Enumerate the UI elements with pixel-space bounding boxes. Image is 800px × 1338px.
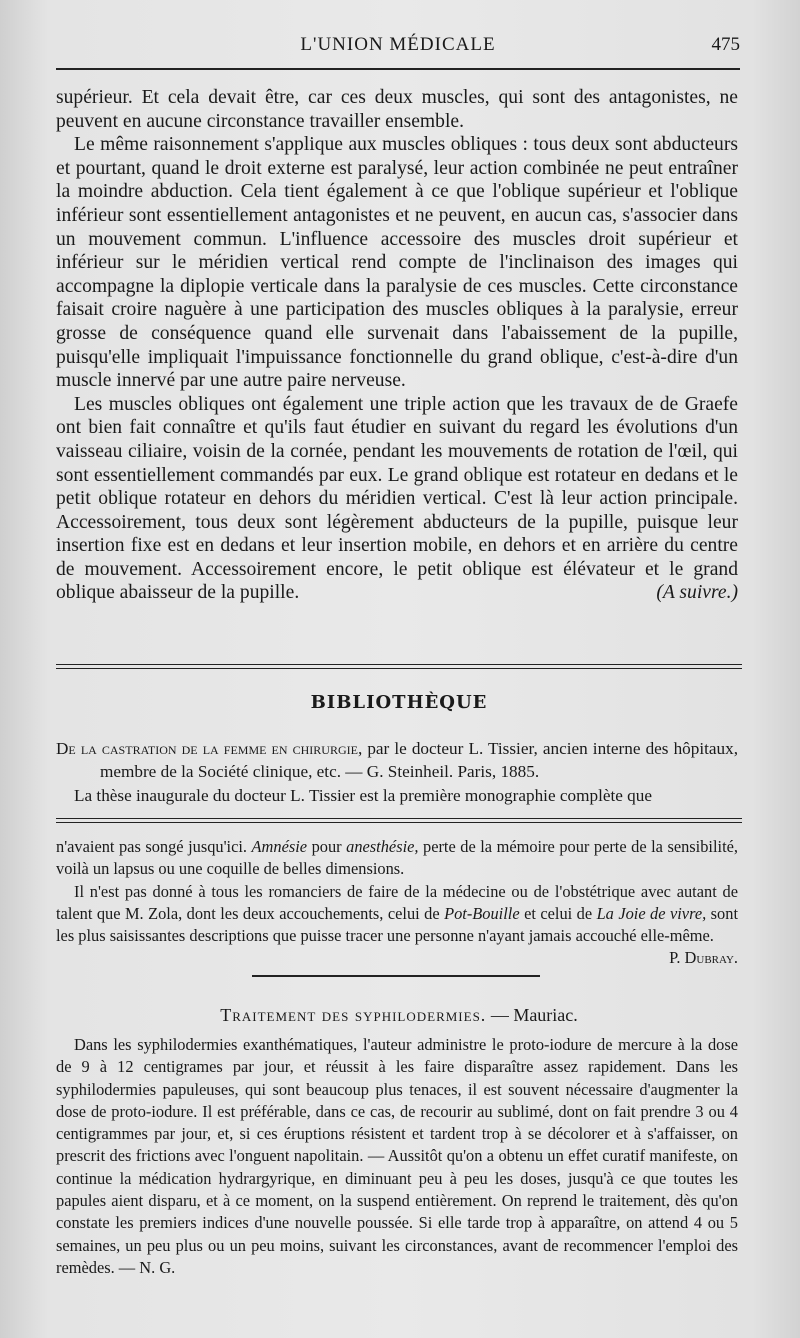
text-run: Il n'est pas donné à tous les romanciers de faire de la médecine ou de l'obstétrique avec autant de talent que M. Zola, dont les deux accouchements, celui de <box>56 881 738 923</box>
text-run: anesthésie, <box>346 837 419 856</box>
journal-title: L'UNION MÉDICALE <box>300 34 496 55</box>
paragraph: supérieur. Et cela devait être, car ces deux muscles, qui sont des antagonistes, ne peuvent en aucune circonstance travailler ensemble. <box>56 87 738 132</box>
text-run: n'avaient pas songé jusqu'ici. <box>56 837 252 856</box>
paragraph: Le même raisonnement s'applique aux muscles obliques : tous deux sont abducteurs et pourtant, quand le droit externe est paralysé, leur action combinée ne peut entraîner la moindre abduction. Cela tient également à ce que l'oblique supérieur et l'oblique inférieur sont essentiellement antagonistes et ne peuvent, en aucun cas, s'associer dans un mouvement commun. L'influence accessoire des muscles droit supérieur et inférieur sur le méridien vertical rend compte de l'inclinaison des images qui accompagne la diplopie verticale dans la paralysie de ces muscles. Cette circonstance faisait croire naguère à une participation des muscles obliques à la paralysie, erreur grosse de conséquence quand elle survenait dans l'abaissement de la pupille, puisqu'elle impliquait l'impuissance fonctionnelle du grand oblique, c'est-à-dire d'un muscle innervé par une autre paire nerveuse. <box>56 134 738 392</box>
section-divider <box>56 818 742 823</box>
book-title: De la castration de la femme en chirurgie, <box>56 739 363 758</box>
text-run: pour <box>307 837 347 856</box>
text-run: Amnésie <box>251 837 308 856</box>
text-run: et celui de <box>519 903 597 923</box>
paragraph <box>56 836 738 881</box>
item-title-author: — Mauriac. <box>486 1005 578 1025</box>
header-rule <box>56 68 740 70</box>
paragraph-text: Les muscles obliques ont également une triple action que les travaux de de Graefe ont bien fait connaître et qu'ils faut étudier en suivant du regard les évolutions d'un vaisseau ciliaire, voisin de la cornée, pendant les mouvements de rotation de l'œil, qui sont essentiellement commandés par eux. Le grand oblique est rotateur en dedans et le petit oblique rotateur en dehors du méridien vertical. C'est là leur action principale. Accessoirement, tous deux sont légèrement abducteurs de la pupille, puisque leur insertion fixe est en dedans et leur insertion mobile, en dehors et en arrière du centre de mouvement. Accessoirement encore, le petit oblique est élévateur et le grand oblique abaisseur de la pupille. <box>56 393 738 604</box>
text-run: perte de la mémoire pour perte de la sensibilité, voilà un lapsus ou une coquille de belles dimensions. <box>56 837 739 879</box>
item-title <box>56 1005 742 1026</box>
item-title-main: Traitement des syphilodermies. <box>220 1005 487 1025</box>
paragraph: Dans les syphilodermies exanthématiques, l'auteur administre le proto-iodure de mercure à la dose de 9 à 12 centigrames par jour, et réussit à les faire disparaître assez rapidement. Dans les syphilodermies papuleuses, qui sont beaucoup plus tenaces, il est souvent nécessaire d'augmenter la dose de proto-iodure. Il est préférable, dans ce cas, de recourir au sublimé, dont on fait prendre 3 ou 4 centigrammes par jour, et, si ces éruptions résistent et tardent trop à se décolorer et à s'affaisser, on prescrit des frictions avec l'onguent napolitain. — Aussitôt qu'on a obtenu un effet curatif manifeste, on continue la médication hydrargyrique, en diminuant peu à peu les doses, jusqu'à ce que toutes les papules aient disparu, et à ce moment, on la suspend entièrement. On reprend le traitement, dès qu'on constate les premiers indices d'une nouvelle poussée. Si elle tarde trop à apparaître, on attend 4 ou 5 semaines, un peu plus ou un peu moins, suivant les circonstances, avant de recommencer l'emploi des remèdes. — N. G. <box>56 1035 738 1277</box>
section-title: BIBLIOTHÈQUE <box>310 692 488 713</box>
note-block <box>56 836 738 970</box>
book-details: par le docteur L. Tissier, ancien interne des hôpitaux, membre de la Société clinique, etc. — G. Steinheil. Paris, 1885. <box>100 739 739 781</box>
paragraph <box>56 393 738 605</box>
text-run: Pot-Bouille <box>444 903 520 923</box>
text-run: La Joie de vivre, <box>596 903 707 923</box>
paragraph <box>56 881 739 968</box>
book-review <box>56 738 738 808</box>
section-divider <box>56 664 742 669</box>
book-citation <box>56 738 738 783</box>
to-be-continued: (A suivre.) <box>656 582 738 604</box>
signature: P. Dubray. <box>669 948 738 968</box>
page-number: 475 <box>711 34 740 55</box>
article-continuation <box>56 86 738 605</box>
separator-rule <box>252 975 540 977</box>
treatment-note <box>56 1034 738 1279</box>
review-text: La thèse inaugurale du docteur L. Tissier est la première monographie complète que <box>74 786 652 805</box>
running-header <box>56 34 740 62</box>
text-run: sont les plus saisissantes descriptions que puisse tracer une personne n'ayant jamais accouché elle-même. <box>56 903 739 946</box>
